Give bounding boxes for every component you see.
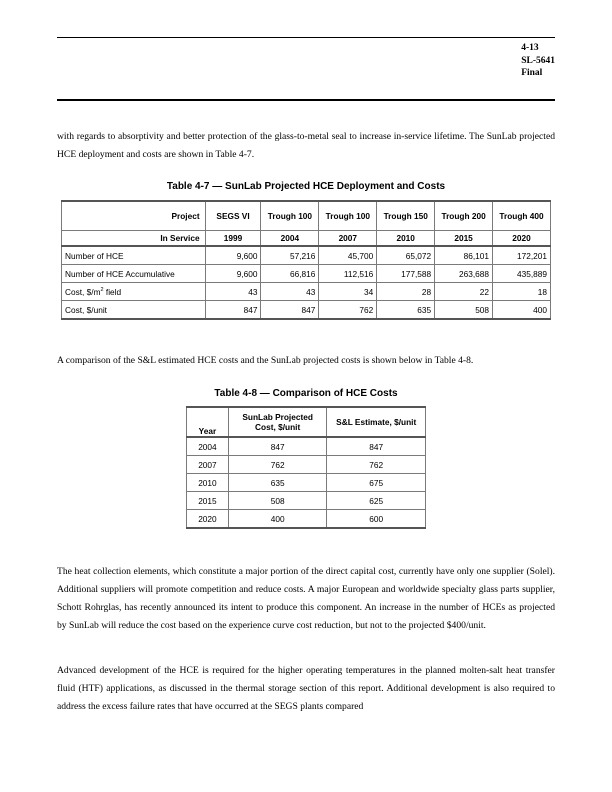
cell: 45,700: [319, 246, 377, 265]
cell: 847: [261, 301, 319, 320]
cell: 28: [377, 283, 435, 301]
cell: 635: [377, 301, 435, 320]
sl-estimate-cell: 762: [327, 456, 426, 474]
cell: 762: [319, 301, 377, 320]
in-service-label: In Service: [62, 231, 206, 247]
row-label-text: Cost, $/m: [65, 286, 101, 297]
year-cell: 2015: [187, 492, 229, 510]
in-service-year: 2007: [319, 231, 377, 247]
hce-supplier-paragraph: The heat collection elements, which constitute a major portion of the direct capital cost, currently have only one supplier (Solel). Additional suppliers will promote competition and reduce costs. A major European and worldwide specialty glass parts supplier, Schott Rohrglas, has recently announced its intent to produce this component. An increase in the number of HCEs as projected by SunLab will reduce the cost based on the experience curve cost reduction, but not to the projected $400/unit.: [57, 566, 555, 631]
table-4-8: [186, 406, 426, 529]
in-service-year: 2020: [493, 231, 551, 247]
sl-estimate-cell: 625: [327, 492, 426, 510]
comparison-paragraph: A comparison of the S&L estimated HCE costs and the SunLab projected costs is shown below in Table 4-8.: [57, 355, 474, 366]
row-label: Number of HCE: [62, 246, 206, 265]
cell: 66,816: [261, 265, 319, 283]
year-cell: 2010: [187, 474, 229, 492]
column-header: Trough 400: [493, 201, 551, 231]
header-bottom-rule: [57, 99, 555, 101]
table-4-7: [61, 200, 551, 320]
row-label: Number of HCE Accumulative: [62, 265, 206, 283]
sunlab-cost-cell: 508: [228, 492, 327, 510]
cell: 43: [261, 283, 319, 301]
column-header: Trough 100: [319, 201, 377, 231]
section-number: 4-13: [521, 43, 539, 53]
cell: 847: [205, 301, 261, 320]
sunlab-cost-cell: 762: [228, 456, 327, 474]
table-row: [62, 265, 551, 283]
in-service-row: [62, 231, 551, 247]
column-header: Trough 150: [377, 201, 435, 231]
cell: 112,516: [319, 265, 377, 283]
table-row: [187, 510, 426, 529]
cell: 400: [493, 301, 551, 320]
cell: 9,600: [205, 265, 261, 283]
document-id: SL-5641: [521, 55, 555, 66]
table-4-8-caption: Table 4-8 — Comparison of HCE Costs: [214, 388, 398, 399]
table-row: [187, 474, 426, 492]
cell: 34: [319, 283, 377, 301]
column-header: SEGS VI: [205, 201, 261, 231]
row-label: Cost, $/unit: [62, 301, 206, 320]
cell: 9,600: [205, 246, 261, 265]
in-service-year: 2010: [377, 231, 435, 247]
sunlab-cost-cell: 635: [228, 474, 327, 492]
year-cell: 2004: [187, 437, 229, 456]
project-header: Project: [62, 201, 206, 231]
sl-estimate-cell: 600: [327, 510, 426, 529]
advanced-development-paragraph: Advanced development of the HCE is required for the higher operating temperatures in the planned molten-salt heat transfer fluid (HTF) applications, as discussed in the thermal storage section of this report. Additional development is also required to address the excess failure rates that have occurred at the SEGS plants compared: [57, 665, 555, 712]
cell: 43: [205, 283, 261, 301]
year-header: Year: [187, 407, 229, 437]
year-cell: 2020: [187, 510, 229, 529]
cell: 177,588: [377, 265, 435, 283]
table-row: [62, 301, 551, 320]
cell: 435,889: [493, 265, 551, 283]
column-header: Trough 200: [435, 201, 493, 231]
row-label: [62, 283, 206, 301]
row-label-suffix: field: [103, 286, 122, 297]
table-4-8-header-row: [187, 407, 426, 437]
sl-estimate-cell: 675: [327, 474, 426, 492]
document-status: Final: [521, 68, 543, 78]
sunlab-cost-header: SunLab Projected Cost, $/unit: [228, 407, 327, 437]
sl-estimate-header: S&L Estimate, $/unit: [327, 407, 426, 437]
sunlab-cost-cell: 847: [228, 437, 327, 456]
column-header: Trough 100: [261, 201, 319, 231]
sl-estimate-cell: 847: [327, 437, 426, 456]
table-4-7-header-row: [62, 201, 551, 231]
table-row: [62, 246, 551, 265]
year-cell: 2007: [187, 456, 229, 474]
cell: 263,688: [435, 265, 493, 283]
page-header: [521, 42, 555, 80]
table-row: [62, 283, 551, 301]
sunlab-cost-cell: 400: [228, 510, 327, 529]
header-top-rule: [57, 37, 555, 38]
in-service-year: 1999: [205, 231, 261, 247]
table-row: [187, 492, 426, 510]
cell: 57,216: [261, 246, 319, 265]
table-row: [187, 456, 426, 474]
cell: 18: [493, 283, 551, 301]
row-label-superscript: 2: [100, 286, 104, 293]
table-4-7-caption: Table 4-7 — SunLab Projected HCE Deployment and Costs: [166, 181, 446, 192]
in-service-year: 2015: [435, 231, 493, 247]
in-service-year: 2004: [261, 231, 319, 247]
intro-paragraph: with regards to absorptivity and better protection of the glass-to-metal seal to increase in-service lifetime. The SunLab projected HCE deployment and costs are shown in Table 4-7.: [57, 131, 555, 160]
cell: 22: [435, 283, 493, 301]
table-row: [187, 437, 426, 456]
cell: 172,201: [493, 246, 551, 265]
cell: 65,072: [377, 246, 435, 265]
cell: 508: [435, 301, 493, 320]
cell: 86,101: [435, 246, 493, 265]
